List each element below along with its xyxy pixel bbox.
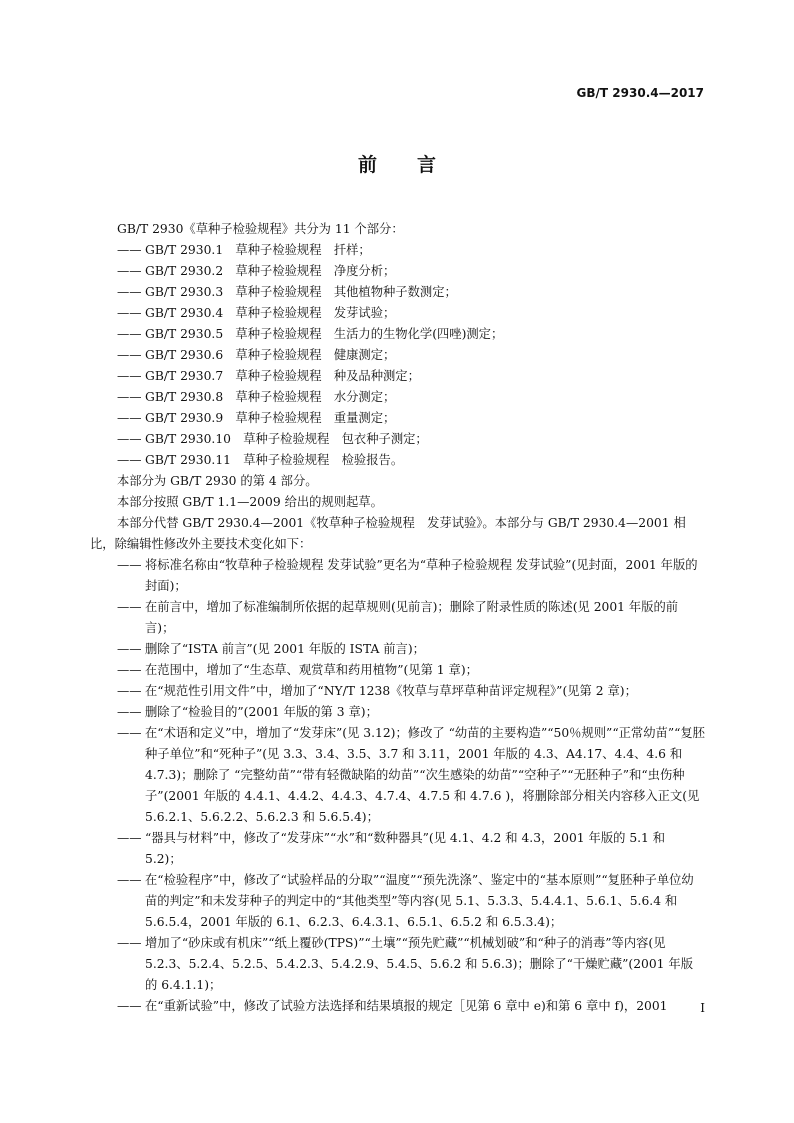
list-item [90,345,705,366]
intro-paragraph: GB/T 2930《草种子检验规程》共分为 11 个部分： [117,222,404,236]
list-item [90,261,705,282]
list-item [90,387,705,408]
list-dash: —— [117,663,142,677]
list-item [90,303,705,324]
list-item [90,450,705,471]
list-item-text: GB/T 2930.10 草种子检验规程 包衣种子测定； [145,432,428,446]
list-item-text: GB/T 2930.4 草种子检验规程 发芽试验； [145,306,396,320]
list-item-text: 在“术语和定义”中，增加了“发芽床”(见 3.12)；修改了 “幼苗的主要构造”“50％规则”“正常幼苗”“复胚种子单位”和“死种子”(见 3.3、3.4、3.5、3.7 和 3.11，2001 年版的 4.3、A4.17、4.4、4.6 和 4.7.3)；删除了 “完整幼苗”“带有轻微缺陷的幼苗”“次生感染的幼苗”“空种子”“无胚种子”和“虫伤种子”(2001 年版的 4.4.1、4.4.2、4.4.3、4.7.4、4.7.5 和 4.7.6 )，将删除部分相关内容移入正文(见 5.6.2.1、5.6.2.2、5.6.2.3 和 5.6.5.4)； [145,726,705,824]
list-item-text: GB/T 2930.3 草种子检验规程 其他植物种子数测定； [145,285,457,299]
list-dash: —— [117,684,142,698]
list-item [90,933,705,996]
list-item-text: “器具与材料”中，修改了“发芽床”“水”和“数种器具”(见 4.1、4.2 和 4.3，2001 年版的 5.1 和 5.2)； [145,831,666,866]
standard-code: GB/T 2930.4—2017 [576,86,704,100]
list-dash: —— [117,936,142,950]
list-item-text: 在范围中，增加了“生态草、观赏草和药用植物”(见第 1 章)； [145,663,478,677]
list-item-text: GB/T 2930.8 草种子检验规程 水分测定； [145,390,396,404]
list-item-text: 删除了“检验目的”(2001 年版的第 3 章)； [145,705,378,719]
list-item [90,660,705,681]
list-item [90,723,705,828]
list-item-text: 删除了“ISTA 前言”(见 2001 年版的 ISTA 前言)； [145,642,425,656]
list-item-text: 在“检验程序”中，修改了“试验样品的分取”“温度”“预先洗涤”、鉴定中的“基本原则”“复胚种子单位幼苗的判定”和未发芽种子的判定中的“其他类型”等内容(见 5.1、5.3.3、5.4.4.1、5.6.1、5.6.4 和 5.6.5.4，2001 年版的 6.1、6.2.3、6.4.3.1、6.5.1、6.5.2 和 6.5.3.4)； [145,873,694,929]
list-item-text: GB/T 2930.5 草种子检验规程 生活力的生物化学(四唑)测定； [145,327,504,341]
list-dash: —— [117,600,142,614]
statement-replace: 本部分代替 GB/T 2930.4—2001《牧草种子检验规程 发芽试验》。本部分与 GB/T 2930.4—2001 相比，除编辑性修改外主要技术变化如下： [90,516,686,551]
list-item [90,282,705,303]
page-title: 前言 [357,154,476,176]
list-item-text: GB/T 2930.11 草种子检验规程 检验报告。 [145,453,404,467]
list-dash: —— [117,558,142,572]
list-dash: —— [117,390,142,404]
list-item [90,408,705,429]
list-dash: —— [117,453,142,467]
list-dash: —— [117,348,142,362]
list-item-text: 将标准名称由“牧草种子检验规程 发芽试验”更名为“草种子检验规程 发芽试验”(见封面，2001 年版的封面)； [145,558,698,593]
page-number: I [700,1001,705,1015]
list-dash: —— [117,726,142,740]
list-item-text: GB/T 2930.1 草种子检验规程 扦样； [145,243,371,257]
list-item [90,366,705,387]
list-dash: —— [117,411,142,425]
list-item-text: 在“规范性引用文件”中，增加了“NY/T 1238《牧草与草坪草种苗评定规程》”(见第 2 章)； [145,684,637,698]
list-dash: —— [117,285,142,299]
list-item [90,324,705,345]
list-item-text: GB/T 2930.9 草种子检验规程 重量测定； [145,411,396,425]
list-item [90,870,705,933]
list-dash: —— [117,306,142,320]
list-item [90,828,705,870]
statement-part: 本部分为 GB/T 2930 的第 4 部分。 [117,474,318,488]
list-item-text: 在“重新试验”中，修改了试验方法选择和结果填报的规定［见第 6 章中 e)和第 6 章中 f)，2001 [145,999,668,1013]
list-item [90,555,705,597]
list-item-text: GB/T 2930.6 草种子检验规程 健康测定； [145,348,396,362]
list-item [90,240,705,261]
list-dash: —— [117,369,142,383]
list-item [90,681,705,702]
list-item-text: 在前言中，增加了标准编制所依据的起草规则(见前言)；删除了附录性质的陈述(见 2001 年版的前言)； [145,600,679,635]
list-dash: —— [117,999,142,1013]
list-item-text: 增加了“砂床或有机床”“纸上覆砂(TPS)”“土壤”“预先贮藏”“机械划破”和“种子的消毒”等内容(见 5.2.3、5.2.4、5.2.5、5.4.2.3、5.4.2.9、5.4.5、5.6.2 和 5.6.3)；删除了“干燥贮藏”(2001 年版的 6.4.1.1)； [145,936,694,992]
list-dash: —— [117,642,142,656]
parts-list [90,240,705,471]
list-dash: —— [117,327,142,341]
list-dash: —— [117,873,142,887]
list-item [90,996,705,1017]
list-item-text: GB/T 2930.7 草种子检验规程 种及品种测定； [145,369,420,383]
foreword-body [90,219,705,1017]
list-item [90,702,705,723]
list-dash: —— [117,705,142,719]
list-dash: —— [117,831,142,845]
list-item [90,597,705,639]
list-item-text: GB/T 2930.2 草种子检验规程 净度分析； [145,264,396,278]
changes-list [90,555,705,1017]
list-dash: —— [117,243,142,257]
statement-rule: 本部分按照 GB/T 1.1—2009 给出的规则起草。 [117,495,383,509]
list-item [90,429,705,450]
list-dash: —— [117,264,142,278]
list-item [90,639,705,660]
list-dash: —— [117,432,142,446]
